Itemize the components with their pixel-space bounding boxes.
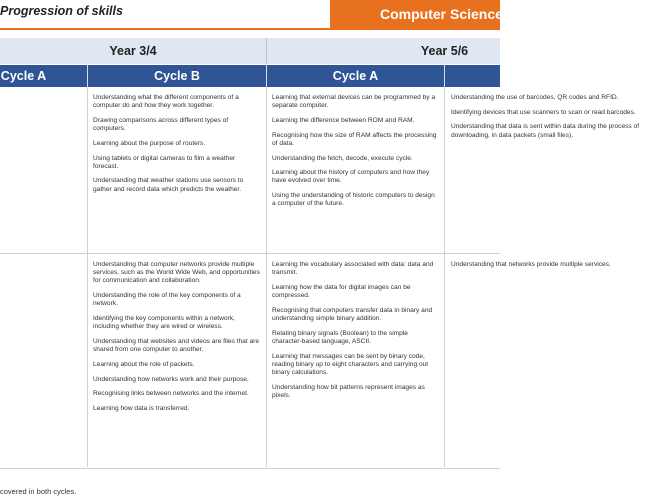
row2-year56-cycleb-cell xyxy=(451,261,651,321)
cycle-b-header-year34: Cycle B xyxy=(154,69,200,83)
row2-year34-cycleb-cell xyxy=(93,261,261,466)
list-item: Understanding that computer networks provide multiple services, such as the World Wide Web, and opportunities for communication and collaboration. xyxy=(93,261,260,285)
list-item: Drawing comparisons across different types of computers. xyxy=(93,116,229,133)
list-item: Recognising that computers transfer data in binary and understanding simple binary addition. xyxy=(272,306,433,323)
cycle-a-header-year34: Cycle A xyxy=(0,69,47,83)
list-item: Learning the vocabulary associated with data: data and transmit. xyxy=(272,261,434,277)
list-item: Learning that messages can be sent by binary code, reading binary up to eight characters and carrying out binary calculations. xyxy=(272,352,429,377)
year-header-row xyxy=(0,38,500,64)
list-item: Understanding that networks provide multiple services. xyxy=(451,261,611,268)
cycle-header-row xyxy=(0,65,500,87)
list-item: Learning about the purpose of routers. xyxy=(93,139,206,147)
list-item: Identifying the key components within a network, including whether they are wired or wireless. xyxy=(93,315,235,331)
column-divider xyxy=(266,87,267,467)
year-divider xyxy=(266,38,267,64)
year-5-6-header: Year 5/6 xyxy=(420,44,469,58)
subject-tab: Computer Science xyxy=(330,0,500,28)
list-item: Relating binary signals (Boolean) to the simple character-based language, ASCII. xyxy=(272,329,408,345)
list-item: Learning about the role of packets. xyxy=(93,360,195,368)
column-divider xyxy=(87,87,88,467)
list-item: Understanding that weather stations use sensors to gather and record data which predicts the weather. xyxy=(93,177,244,193)
list-item: Learning how data is transferred. xyxy=(93,404,190,412)
list-item: Using tablets or digital cameras to film a weather forecast. xyxy=(93,154,236,170)
cycle-separator xyxy=(266,65,267,87)
list-item: Understanding that data is sent within data during the process of downloading, in data packets (small files). xyxy=(451,123,640,139)
cycle-separator xyxy=(444,65,445,87)
list-item: Understanding that websites and videos are files that are shared from one computer to another. xyxy=(93,337,260,354)
list-item: Using the understanding of historic computers to design a computer of the future. xyxy=(272,192,435,208)
list-item: Understanding what the different components of a computer do and how they work together. xyxy=(93,94,239,110)
list-item: Understanding how bit patterns represent images as pixels. xyxy=(272,383,425,399)
page-title: Progression of skills xyxy=(0,4,123,18)
page-header xyxy=(0,0,503,28)
list-item: Understanding the use of barcodes, QR codes and RFID. xyxy=(451,94,619,101)
list-item: Learning that external devices can be programmed by a separate computer. xyxy=(272,94,436,110)
list-item: Recognising links between networks and the internet. xyxy=(93,390,249,398)
year-3-4-header: Year 3/4 xyxy=(109,44,157,58)
cycle-a-header-year56: Cycle A xyxy=(332,69,379,83)
row1-year56-cyclea-cell xyxy=(272,94,439,249)
row2-year56-cyclea-cell xyxy=(272,261,439,466)
list-item: Learning about the history of computers and how they have evolved over time. xyxy=(272,169,430,185)
list-item: Understanding how networks work and their purpose. xyxy=(93,375,249,383)
list-item: Recognising how the size of RAM affects the processing of data. xyxy=(272,131,437,147)
cycle-separator xyxy=(87,65,88,87)
row1-year56-cycleb-cell xyxy=(451,94,651,249)
column-divider xyxy=(444,87,445,467)
list-item: Learning how the data for digital images can be compressed. xyxy=(272,283,411,300)
row-divider xyxy=(0,468,500,469)
footnote: covered in both cycles. xyxy=(0,487,77,496)
row1-year34-cycleb-cell xyxy=(93,94,261,249)
header-rule xyxy=(0,28,500,30)
list-item: Learning the difference between ROM and RAM. xyxy=(272,116,415,124)
list-item: Understanding the fetch, decode, execute cycle. xyxy=(272,154,413,162)
list-item: Understanding the role of the key components of a network. xyxy=(93,292,241,308)
row-divider xyxy=(0,253,500,254)
list-item: Identifying devices that use scanners to scan or read barcodes. xyxy=(451,108,636,116)
